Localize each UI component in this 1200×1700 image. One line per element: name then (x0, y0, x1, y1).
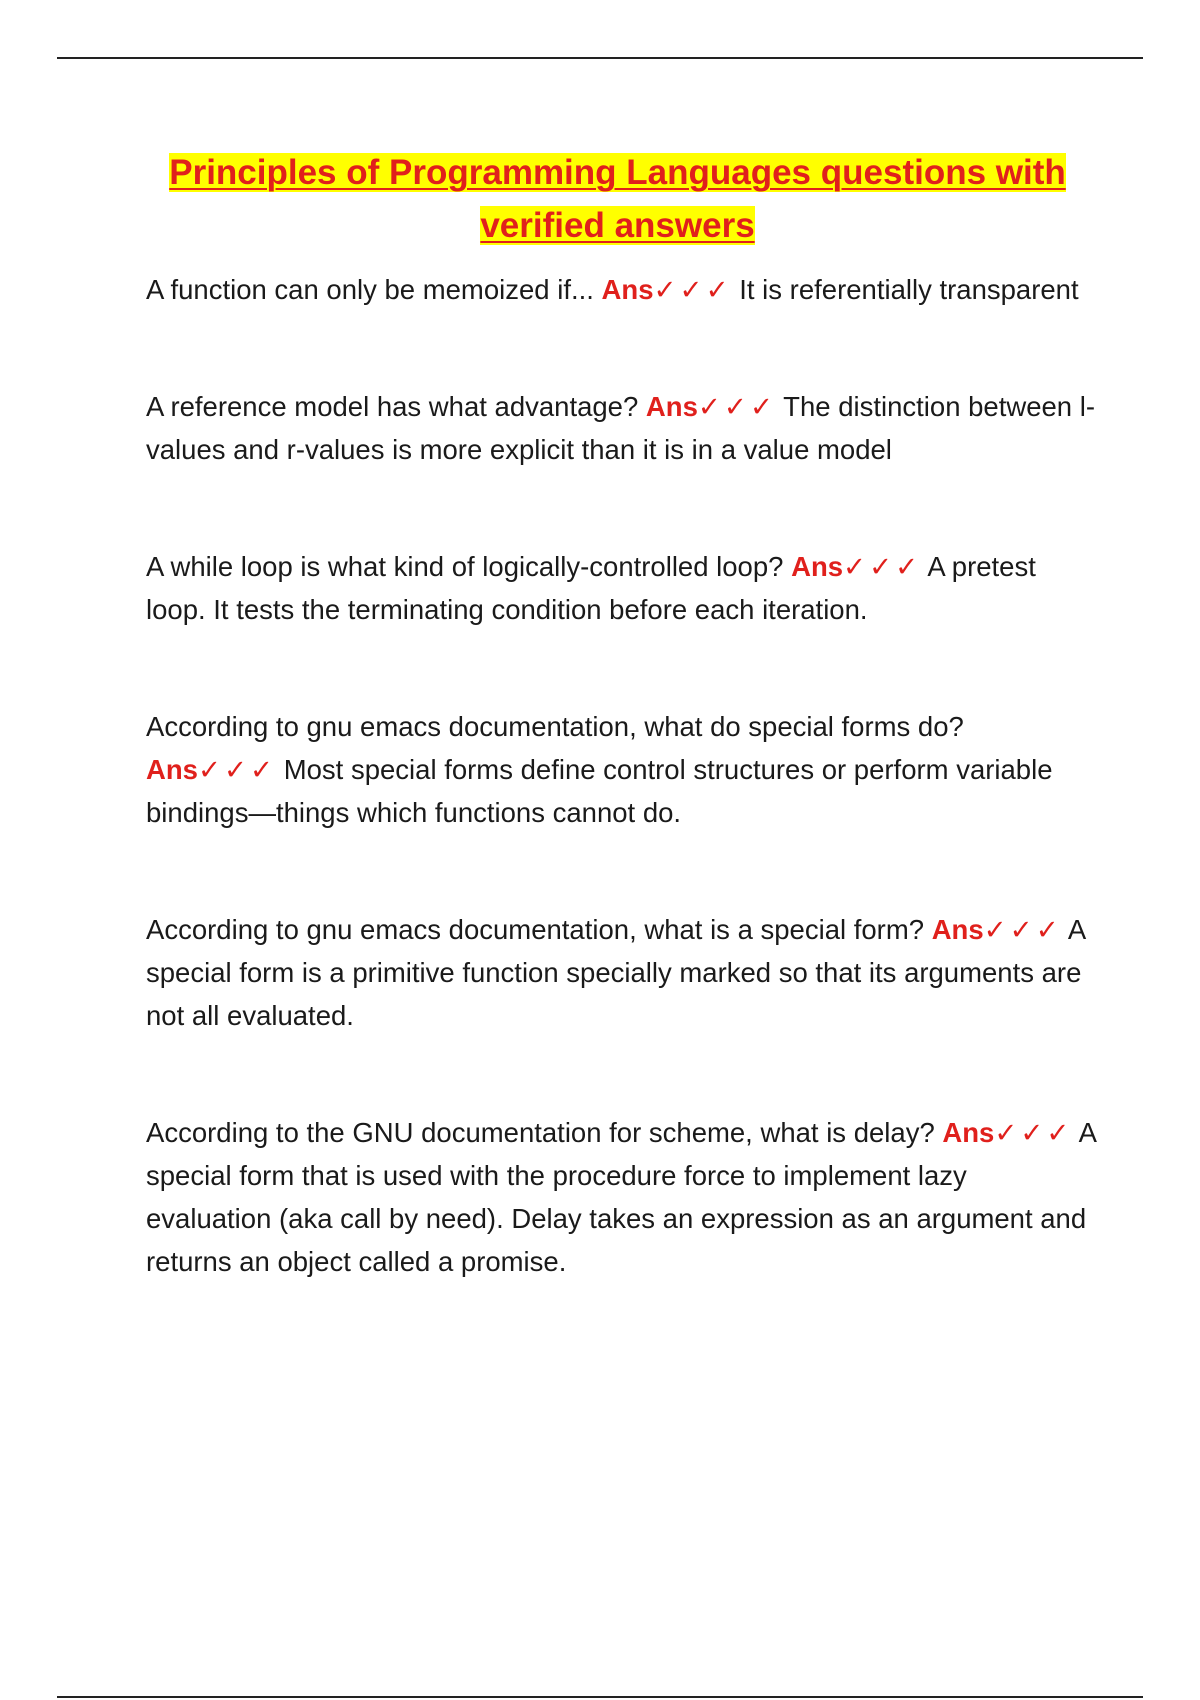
answer-label: Ans (931, 914, 984, 945)
qa-item-2 (146, 385, 1096, 471)
qa-item-6 (146, 1111, 1096, 1283)
answer-text: A pretest loop. It tests the terminating condition before each iteration. (146, 551, 1036, 625)
question-text: A function can only be memoized if... (146, 274, 594, 305)
answer-label: Ans (942, 1117, 995, 1148)
check-marks: ✓✓✓ (197, 754, 277, 785)
check-marks: ✓✓✓ (983, 914, 1062, 945)
answer-label: Ans (645, 391, 698, 422)
answer-label: Ans (791, 551, 844, 582)
qa-list (146, 268, 1096, 1357)
document-title-block (130, 146, 1105, 252)
document-title: Principles of Programming Languages questions with verified answers (169, 153, 1066, 245)
answer-text: A special form is a primitive function specially marked so that its arguments are not all evaluated. (146, 914, 1085, 1031)
answer-text: The distinction between l-values and r-values is more explicit than it is in a value model (146, 391, 1096, 465)
question-text: According to gnu emacs documentation, what is a special form? (146, 914, 925, 945)
qa-item-5 (146, 908, 1096, 1037)
check-marks: ✓✓✓ (697, 391, 777, 422)
footer-rule (57, 1696, 1143, 1698)
check-marks: ✓✓✓ (843, 551, 922, 582)
answer-text: A special form that is used with the procedure force to implement lazy evaluation (aka call by need). Delay takes an expression as an argument and returns an object called a promise. (146, 1117, 1096, 1277)
qa-item-1 (146, 268, 1096, 311)
question-text: A while loop is what kind of logically-controlled loop? (146, 551, 784, 582)
answer-text: Most special forms define control structures or perform variable bindings—things which functions cannot do. (146, 754, 1053, 828)
question-text: A reference model has what advantage? (146, 391, 639, 422)
answer-label: Ans (146, 754, 198, 785)
answer-label: Ans (601, 274, 654, 305)
qa-item-4 (146, 705, 1096, 834)
check-marks: ✓✓✓ (994, 1117, 1073, 1148)
qa-item-3 (146, 545, 1096, 631)
header-rule (57, 57, 1143, 59)
check-marks: ✓✓✓ (653, 274, 732, 305)
question-text: According to the GNU documentation for scheme, what is delay? (146, 1117, 935, 1148)
question-text: According to gnu emacs documentation, what do special forms do? (146, 711, 964, 742)
answer-text: It is referentially transparent (739, 274, 1079, 305)
